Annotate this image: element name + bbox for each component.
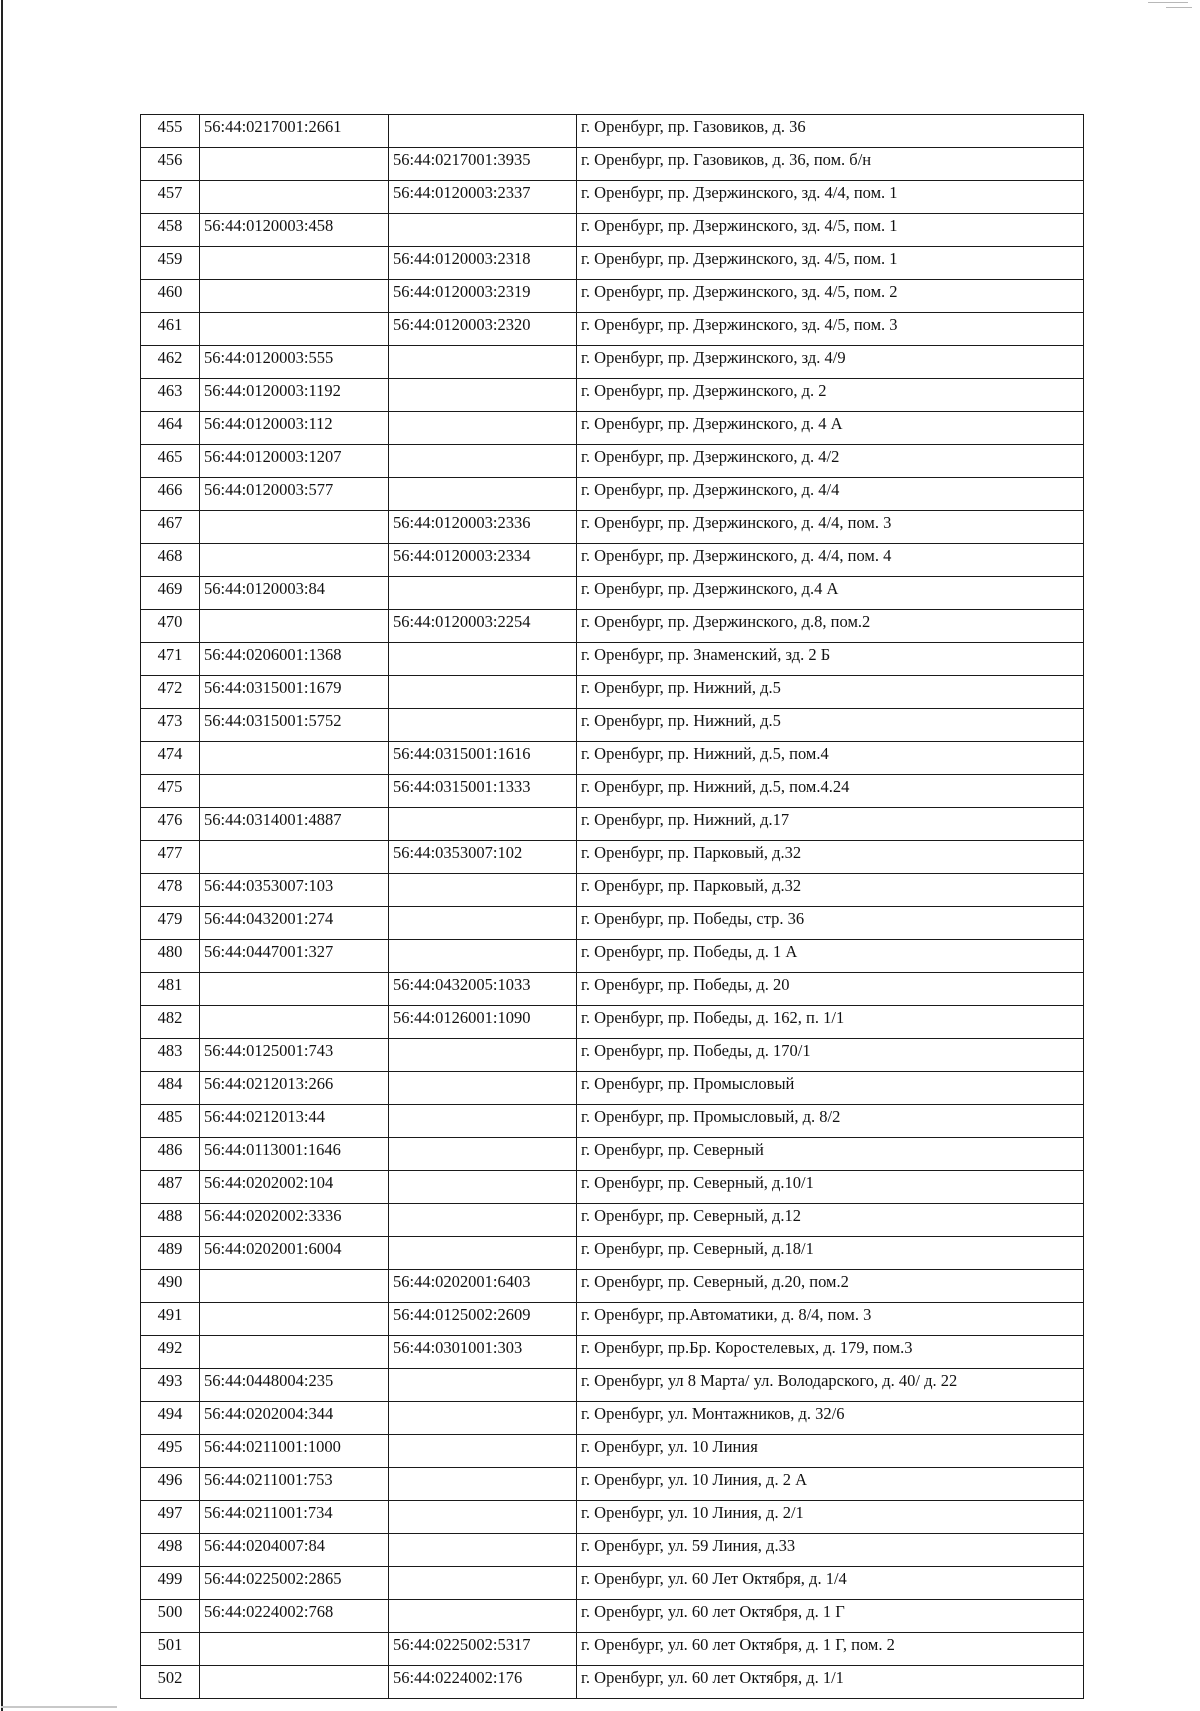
premises-cadastral-number-cell [389, 115, 577, 148]
table-row [141, 346, 1084, 379]
row-number-cell: 469 [141, 577, 200, 610]
table-row [141, 1501, 1084, 1534]
address-cell: г. Оренбург, пр. Нижний, д.5 [577, 676, 1084, 709]
land-cadastral-number-cell: 56:44:0315001:5752 [200, 709, 389, 742]
premises-cadastral-number-cell: 56:44:0120003:2337 [389, 181, 577, 214]
table-row [141, 280, 1084, 313]
address-cell: г. Оренбург, пр. Дзержинского, д. 4/4, пом. 3 [577, 511, 1084, 544]
address-cell: г. Оренбург, пр. Северный, д.18/1 [577, 1237, 1084, 1270]
table-row [141, 1534, 1084, 1567]
premises-cadastral-number-cell: 56:44:0120003:2334 [389, 544, 577, 577]
row-number-cell: 482 [141, 1006, 200, 1039]
premises-cadastral-number-cell [389, 1600, 577, 1633]
land-cadastral-number-cell [200, 973, 389, 1006]
row-number-cell: 481 [141, 973, 200, 1006]
table-row [141, 1369, 1084, 1402]
address-cell: г. Оренбург, ул 8 Марта/ ул. Володарского, д. 40/ д. 22 [577, 1369, 1084, 1402]
address-cell: г. Оренбург, пр. Дзержинского, зд. 4/5, пом. 2 [577, 280, 1084, 313]
premises-cadastral-number-cell [389, 1171, 577, 1204]
address-cell: г. Оренбург, ул. 59 Линия, д.33 [577, 1534, 1084, 1567]
row-number-cell: 464 [141, 412, 200, 445]
address-cell: г. Оренбург, пр. Газовиков, д. 36 [577, 115, 1084, 148]
address-cell: г. Оренбург, ул. Монтажников, д. 32/6 [577, 1402, 1084, 1435]
land-cadastral-number-cell [200, 742, 389, 775]
row-number-cell: 480 [141, 940, 200, 973]
land-cadastral-number-cell: 56:44:0448004:235 [200, 1369, 389, 1402]
premises-cadastral-number-cell [389, 1402, 577, 1435]
row-number-cell: 456 [141, 148, 200, 181]
scan-artifact [1148, 2, 1188, 5]
land-cadastral-number-cell: 56:44:0120003:1192 [200, 379, 389, 412]
land-cadastral-number-cell: 56:44:0206001:1368 [200, 643, 389, 676]
land-cadastral-number-cell: 56:44:0202002:3336 [200, 1204, 389, 1237]
table-row [141, 1336, 1084, 1369]
premises-cadastral-number-cell: 56:44:0125002:2609 [389, 1303, 577, 1336]
table-row [141, 1600, 1084, 1633]
premises-cadastral-number-cell [389, 907, 577, 940]
row-number-cell: 472 [141, 676, 200, 709]
row-number-cell: 484 [141, 1072, 200, 1105]
land-cadastral-number-cell: 56:44:0432001:274 [200, 907, 389, 940]
address-cell: г. Оренбург, пр. Дзержинского, зд. 4/5, пом. 1 [577, 247, 1084, 280]
address-cell: г. Оренбург, пр. Парковый, д.32 [577, 874, 1084, 907]
premises-cadastral-number-cell: 56:44:0202001:6403 [389, 1270, 577, 1303]
row-number-cell: 486 [141, 1138, 200, 1171]
address-cell: г. Оренбург, пр. Северный, д.12 [577, 1204, 1084, 1237]
premises-cadastral-number-cell [389, 1072, 577, 1105]
table-row [141, 874, 1084, 907]
address-cell: г. Оренбург, пр. Северный [577, 1138, 1084, 1171]
row-number-cell: 465 [141, 445, 200, 478]
premises-cadastral-number-cell [389, 1369, 577, 1402]
table-row [141, 379, 1084, 412]
table-row [141, 610, 1084, 643]
address-cell: г. Оренбург, пр. Нижний, д.5, пом.4 [577, 742, 1084, 775]
land-cadastral-number-cell: 56:44:0225002:2865 [200, 1567, 389, 1600]
table-row [141, 643, 1084, 676]
row-number-cell: 470 [141, 610, 200, 643]
premises-cadastral-number-cell: 56:44:0120003:2318 [389, 247, 577, 280]
address-cell: г. Оренбург, пр. Знаменский, зд. 2 Б [577, 643, 1084, 676]
row-number-cell: 495 [141, 1435, 200, 1468]
table-row [141, 808, 1084, 841]
land-cadastral-number-cell: 56:44:0211001:734 [200, 1501, 389, 1534]
address-cell: г. Оренбург, ул. 60 лет Октября, д. 1/1 [577, 1666, 1084, 1699]
land-cadastral-number-cell: 56:44:0315001:1679 [200, 676, 389, 709]
row-number-cell: 501 [141, 1633, 200, 1666]
address-cell: г. Оренбург, пр. Промысловый [577, 1072, 1084, 1105]
land-cadastral-number-cell [200, 1633, 389, 1666]
land-cadastral-number-cell: 56:44:0211001:1000 [200, 1435, 389, 1468]
table-row [141, 742, 1084, 775]
land-cadastral-number-cell: 56:44:0202001:6004 [200, 1237, 389, 1270]
table-row [141, 940, 1084, 973]
premises-cadastral-number-cell: 56:44:0217001:3935 [389, 148, 577, 181]
row-number-cell: 457 [141, 181, 200, 214]
table-row [141, 1138, 1084, 1171]
scan-artifact [1, 1706, 117, 1708]
row-number-cell: 466 [141, 478, 200, 511]
premises-cadastral-number-cell: 56:44:0224002:176 [389, 1666, 577, 1699]
row-number-cell: 461 [141, 313, 200, 346]
premises-cadastral-number-cell [389, 874, 577, 907]
table-row [141, 1468, 1084, 1501]
premises-cadastral-number-cell [389, 577, 577, 610]
address-cell: г. Оренбург, пр. Победы, д. 1 А [577, 940, 1084, 973]
land-cadastral-number-cell: 56:44:0120003:458 [200, 214, 389, 247]
premises-cadastral-number-cell [389, 709, 577, 742]
property-registry-table [140, 114, 1084, 1699]
row-number-cell: 494 [141, 1402, 200, 1435]
address-cell: г. Оренбург, пр. Нижний, д.5 [577, 709, 1084, 742]
registry-table-body [141, 115, 1084, 1699]
row-number-cell: 459 [141, 247, 200, 280]
premises-cadastral-number-cell [389, 478, 577, 511]
premises-cadastral-number-cell [389, 1105, 577, 1138]
table-row [141, 115, 1084, 148]
row-number-cell: 460 [141, 280, 200, 313]
scan-artifact [1166, 7, 1192, 10]
row-number-cell: 502 [141, 1666, 200, 1699]
address-cell: г. Оренбург, ул. 60 Лет Октября, д. 1/4 [577, 1567, 1084, 1600]
premises-cadastral-number-cell [389, 1501, 577, 1534]
premises-cadastral-number-cell [389, 1534, 577, 1567]
premises-cadastral-number-cell: 56:44:0301001:303 [389, 1336, 577, 1369]
address-cell: г. Оренбург, пр.Бр. Коростелевых, д. 179, пом.3 [577, 1336, 1084, 1369]
premises-cadastral-number-cell: 56:44:0432005:1033 [389, 973, 577, 1006]
row-number-cell: 473 [141, 709, 200, 742]
premises-cadastral-number-cell [389, 1204, 577, 1237]
table-row [141, 313, 1084, 346]
premises-cadastral-number-cell [389, 214, 577, 247]
address-cell: г. Оренбург, пр. Дзержинского, д. 4/4, пом. 4 [577, 544, 1084, 577]
land-cadastral-number-cell: 56:44:0120003:84 [200, 577, 389, 610]
address-cell: г. Оренбург, пр. Дзержинского, зд. 4/4, пом. 1 [577, 181, 1084, 214]
row-number-cell: 467 [141, 511, 200, 544]
address-cell: г. Оренбург, пр. Газовиков, д. 36, пом. б/н [577, 148, 1084, 181]
land-cadastral-number-cell: 56:44:0314001:4887 [200, 808, 389, 841]
row-number-cell: 492 [141, 1336, 200, 1369]
table-row [141, 445, 1084, 478]
row-number-cell: 471 [141, 643, 200, 676]
land-cadastral-number-cell [200, 1666, 389, 1699]
table-row [141, 709, 1084, 742]
premises-cadastral-number-cell [389, 346, 577, 379]
table-row [141, 1105, 1084, 1138]
table-row [141, 1633, 1084, 1666]
premises-cadastral-number-cell [389, 808, 577, 841]
land-cadastral-number-cell: 56:44:0224002:768 [200, 1600, 389, 1633]
row-number-cell: 479 [141, 907, 200, 940]
row-number-cell: 462 [141, 346, 200, 379]
table-row [141, 412, 1084, 445]
premises-cadastral-number-cell: 56:44:0225002:5317 [389, 1633, 577, 1666]
land-cadastral-number-cell: 56:44:0204007:84 [200, 1534, 389, 1567]
address-cell: г. Оренбург, пр. Победы, д. 170/1 [577, 1039, 1084, 1072]
row-number-cell: 487 [141, 1171, 200, 1204]
address-cell: г. Оренбург, пр. Дзержинского, зд. 4/9 [577, 346, 1084, 379]
address-cell: г. Оренбург, пр. Северный, д.10/1 [577, 1171, 1084, 1204]
land-cadastral-number-cell: 56:44:0217001:2661 [200, 115, 389, 148]
table-row [141, 907, 1084, 940]
land-cadastral-number-cell [200, 181, 389, 214]
land-cadastral-number-cell [200, 313, 389, 346]
premises-cadastral-number-cell [389, 379, 577, 412]
row-number-cell: 474 [141, 742, 200, 775]
table-row [141, 1402, 1084, 1435]
address-cell: г. Оренбург, пр. Дзержинского, д.8, пом.2 [577, 610, 1084, 643]
premises-cadastral-number-cell [389, 445, 577, 478]
address-cell: г. Оренбург, пр. Северный, д.20, пом.2 [577, 1270, 1084, 1303]
table-row [141, 1039, 1084, 1072]
premises-cadastral-number-cell: 56:44:0120003:2320 [389, 313, 577, 346]
premises-cadastral-number-cell [389, 1237, 577, 1270]
land-cadastral-number-cell: 56:44:0202002:104 [200, 1171, 389, 1204]
row-number-cell: 476 [141, 808, 200, 841]
premises-cadastral-number-cell: 56:44:0120003:2336 [389, 511, 577, 544]
land-cadastral-number-cell: 56:44:0120003:555 [200, 346, 389, 379]
land-cadastral-number-cell: 56:44:0202004:344 [200, 1402, 389, 1435]
table-row [141, 841, 1084, 874]
address-cell: г. Оренбург, пр. Дзержинского, зд. 4/5, пом. 1 [577, 214, 1084, 247]
row-number-cell: 493 [141, 1369, 200, 1402]
table-row [141, 1171, 1084, 1204]
land-cadastral-number-cell [200, 544, 389, 577]
row-number-cell: 463 [141, 379, 200, 412]
land-cadastral-number-cell: 56:44:0212013:266 [200, 1072, 389, 1105]
row-number-cell: 491 [141, 1303, 200, 1336]
table-row [141, 1204, 1084, 1237]
table-row [141, 1270, 1084, 1303]
table-row [141, 577, 1084, 610]
land-cadastral-number-cell [200, 841, 389, 874]
table-row [141, 676, 1084, 709]
address-cell: г. Оренбург, ул. 60 лет Октября, д. 1 Г [577, 1600, 1084, 1633]
address-cell: г. Оренбург, пр. Дзержинского, д. 4/2 [577, 445, 1084, 478]
address-cell: г. Оренбург, пр. Парковый, д.32 [577, 841, 1084, 874]
address-cell: г. Оренбург, ул. 60 лет Октября, д. 1 Г, пом. 2 [577, 1633, 1084, 1666]
land-cadastral-number-cell [200, 610, 389, 643]
land-cadastral-number-cell: 56:44:0120003:1207 [200, 445, 389, 478]
land-cadastral-number-cell: 56:44:0211001:753 [200, 1468, 389, 1501]
row-number-cell: 455 [141, 115, 200, 148]
premises-cadastral-number-cell [389, 1138, 577, 1171]
row-number-cell: 498 [141, 1534, 200, 1567]
address-cell: г. Оренбург, ул. 10 Линия, д. 2 А [577, 1468, 1084, 1501]
premises-cadastral-number-cell: 56:44:0120003:2319 [389, 280, 577, 313]
premises-cadastral-number-cell [389, 940, 577, 973]
premises-cadastral-number-cell [389, 1468, 577, 1501]
table-row [141, 1567, 1084, 1600]
land-cadastral-number-cell: 56:44:0447001:327 [200, 940, 389, 973]
table-row [141, 1072, 1084, 1105]
premises-cadastral-number-cell: 56:44:0315001:1333 [389, 775, 577, 808]
row-number-cell: 478 [141, 874, 200, 907]
table-row [141, 511, 1084, 544]
land-cadastral-number-cell [200, 1303, 389, 1336]
table-row [141, 247, 1084, 280]
row-number-cell: 475 [141, 775, 200, 808]
land-cadastral-number-cell: 56:44:0212013:44 [200, 1105, 389, 1138]
premises-cadastral-number-cell: 56:44:0353007:102 [389, 841, 577, 874]
address-cell: г. Оренбург, пр. Победы, д. 20 [577, 973, 1084, 1006]
table-row [141, 148, 1084, 181]
table-row [141, 544, 1084, 577]
land-cadastral-number-cell [200, 1336, 389, 1369]
premises-cadastral-number-cell [389, 1039, 577, 1072]
address-cell: г. Оренбург, пр. Дзержинского, д. 4/4 [577, 478, 1084, 511]
table-row [141, 1666, 1084, 1699]
land-cadastral-number-cell [200, 247, 389, 280]
row-number-cell: 458 [141, 214, 200, 247]
address-cell: г. Оренбург, пр. Дзержинского, д. 2 [577, 379, 1084, 412]
address-cell: г. Оренбург, пр. Промысловый, д. 8/2 [577, 1105, 1084, 1138]
address-cell: г. Оренбург, пр. Победы, д. 162, п. 1/1 [577, 1006, 1084, 1039]
table-row [141, 478, 1084, 511]
premises-cadastral-number-cell: 56:44:0126001:1090 [389, 1006, 577, 1039]
table-row [141, 1237, 1084, 1270]
land-cadastral-number-cell: 56:44:0125001:743 [200, 1039, 389, 1072]
premises-cadastral-number-cell [389, 1567, 577, 1600]
land-cadastral-number-cell [200, 280, 389, 313]
premises-cadastral-number-cell [389, 676, 577, 709]
row-number-cell: 490 [141, 1270, 200, 1303]
land-cadastral-number-cell [200, 511, 389, 544]
land-cadastral-number-cell [200, 1006, 389, 1039]
table-row [141, 1006, 1084, 1039]
land-cadastral-number-cell: 56:44:0120003:577 [200, 478, 389, 511]
table-row [141, 973, 1084, 1006]
land-cadastral-number-cell [200, 775, 389, 808]
land-cadastral-number-cell [200, 148, 389, 181]
premises-cadastral-number-cell: 56:44:0315001:1616 [389, 742, 577, 775]
address-cell: г. Оренбург, ул. 10 Линия, д. 2/1 [577, 1501, 1084, 1534]
address-cell: г. Оренбург, пр. Дзержинского, д.4 А [577, 577, 1084, 610]
land-cadastral-number-cell: 56:44:0113001:1646 [200, 1138, 389, 1171]
address-cell: г. Оренбург, пр. Победы, стр. 36 [577, 907, 1084, 940]
address-cell: г. Оренбург, ул. 10 Линия [577, 1435, 1084, 1468]
address-cell: г. Оренбург, пр. Дзержинского, зд. 4/5, пом. 3 [577, 313, 1084, 346]
address-cell: г. Оренбург, пр. Дзержинского, д. 4 А [577, 412, 1084, 445]
premises-cadastral-number-cell [389, 643, 577, 676]
row-number-cell: 488 [141, 1204, 200, 1237]
row-number-cell: 496 [141, 1468, 200, 1501]
premises-cadastral-number-cell [389, 412, 577, 445]
land-cadastral-number-cell: 56:44:0120003:112 [200, 412, 389, 445]
address-cell: г. Оренбург, пр. Нижний, д.17 [577, 808, 1084, 841]
row-number-cell: 468 [141, 544, 200, 577]
premises-cadastral-number-cell [389, 1435, 577, 1468]
row-number-cell: 489 [141, 1237, 200, 1270]
row-number-cell: 485 [141, 1105, 200, 1138]
address-cell: г. Оренбург, пр. Нижний, д.5, пом.4.24 [577, 775, 1084, 808]
table-row [141, 1435, 1084, 1468]
row-number-cell: 497 [141, 1501, 200, 1534]
land-cadastral-number-cell: 56:44:0353007:103 [200, 874, 389, 907]
row-number-cell: 483 [141, 1039, 200, 1072]
row-number-cell: 499 [141, 1567, 200, 1600]
land-cadastral-number-cell [200, 1270, 389, 1303]
row-number-cell: 477 [141, 841, 200, 874]
address-cell: г. Оренбург, пр.Автоматики, д. 8/4, пом. 3 [577, 1303, 1084, 1336]
table-row [141, 181, 1084, 214]
table-row [141, 214, 1084, 247]
premises-cadastral-number-cell: 56:44:0120003:2254 [389, 610, 577, 643]
row-number-cell: 500 [141, 1600, 200, 1633]
table-row [141, 775, 1084, 808]
scan-left-edge [1, 0, 3, 1711]
table-row [141, 1303, 1084, 1336]
